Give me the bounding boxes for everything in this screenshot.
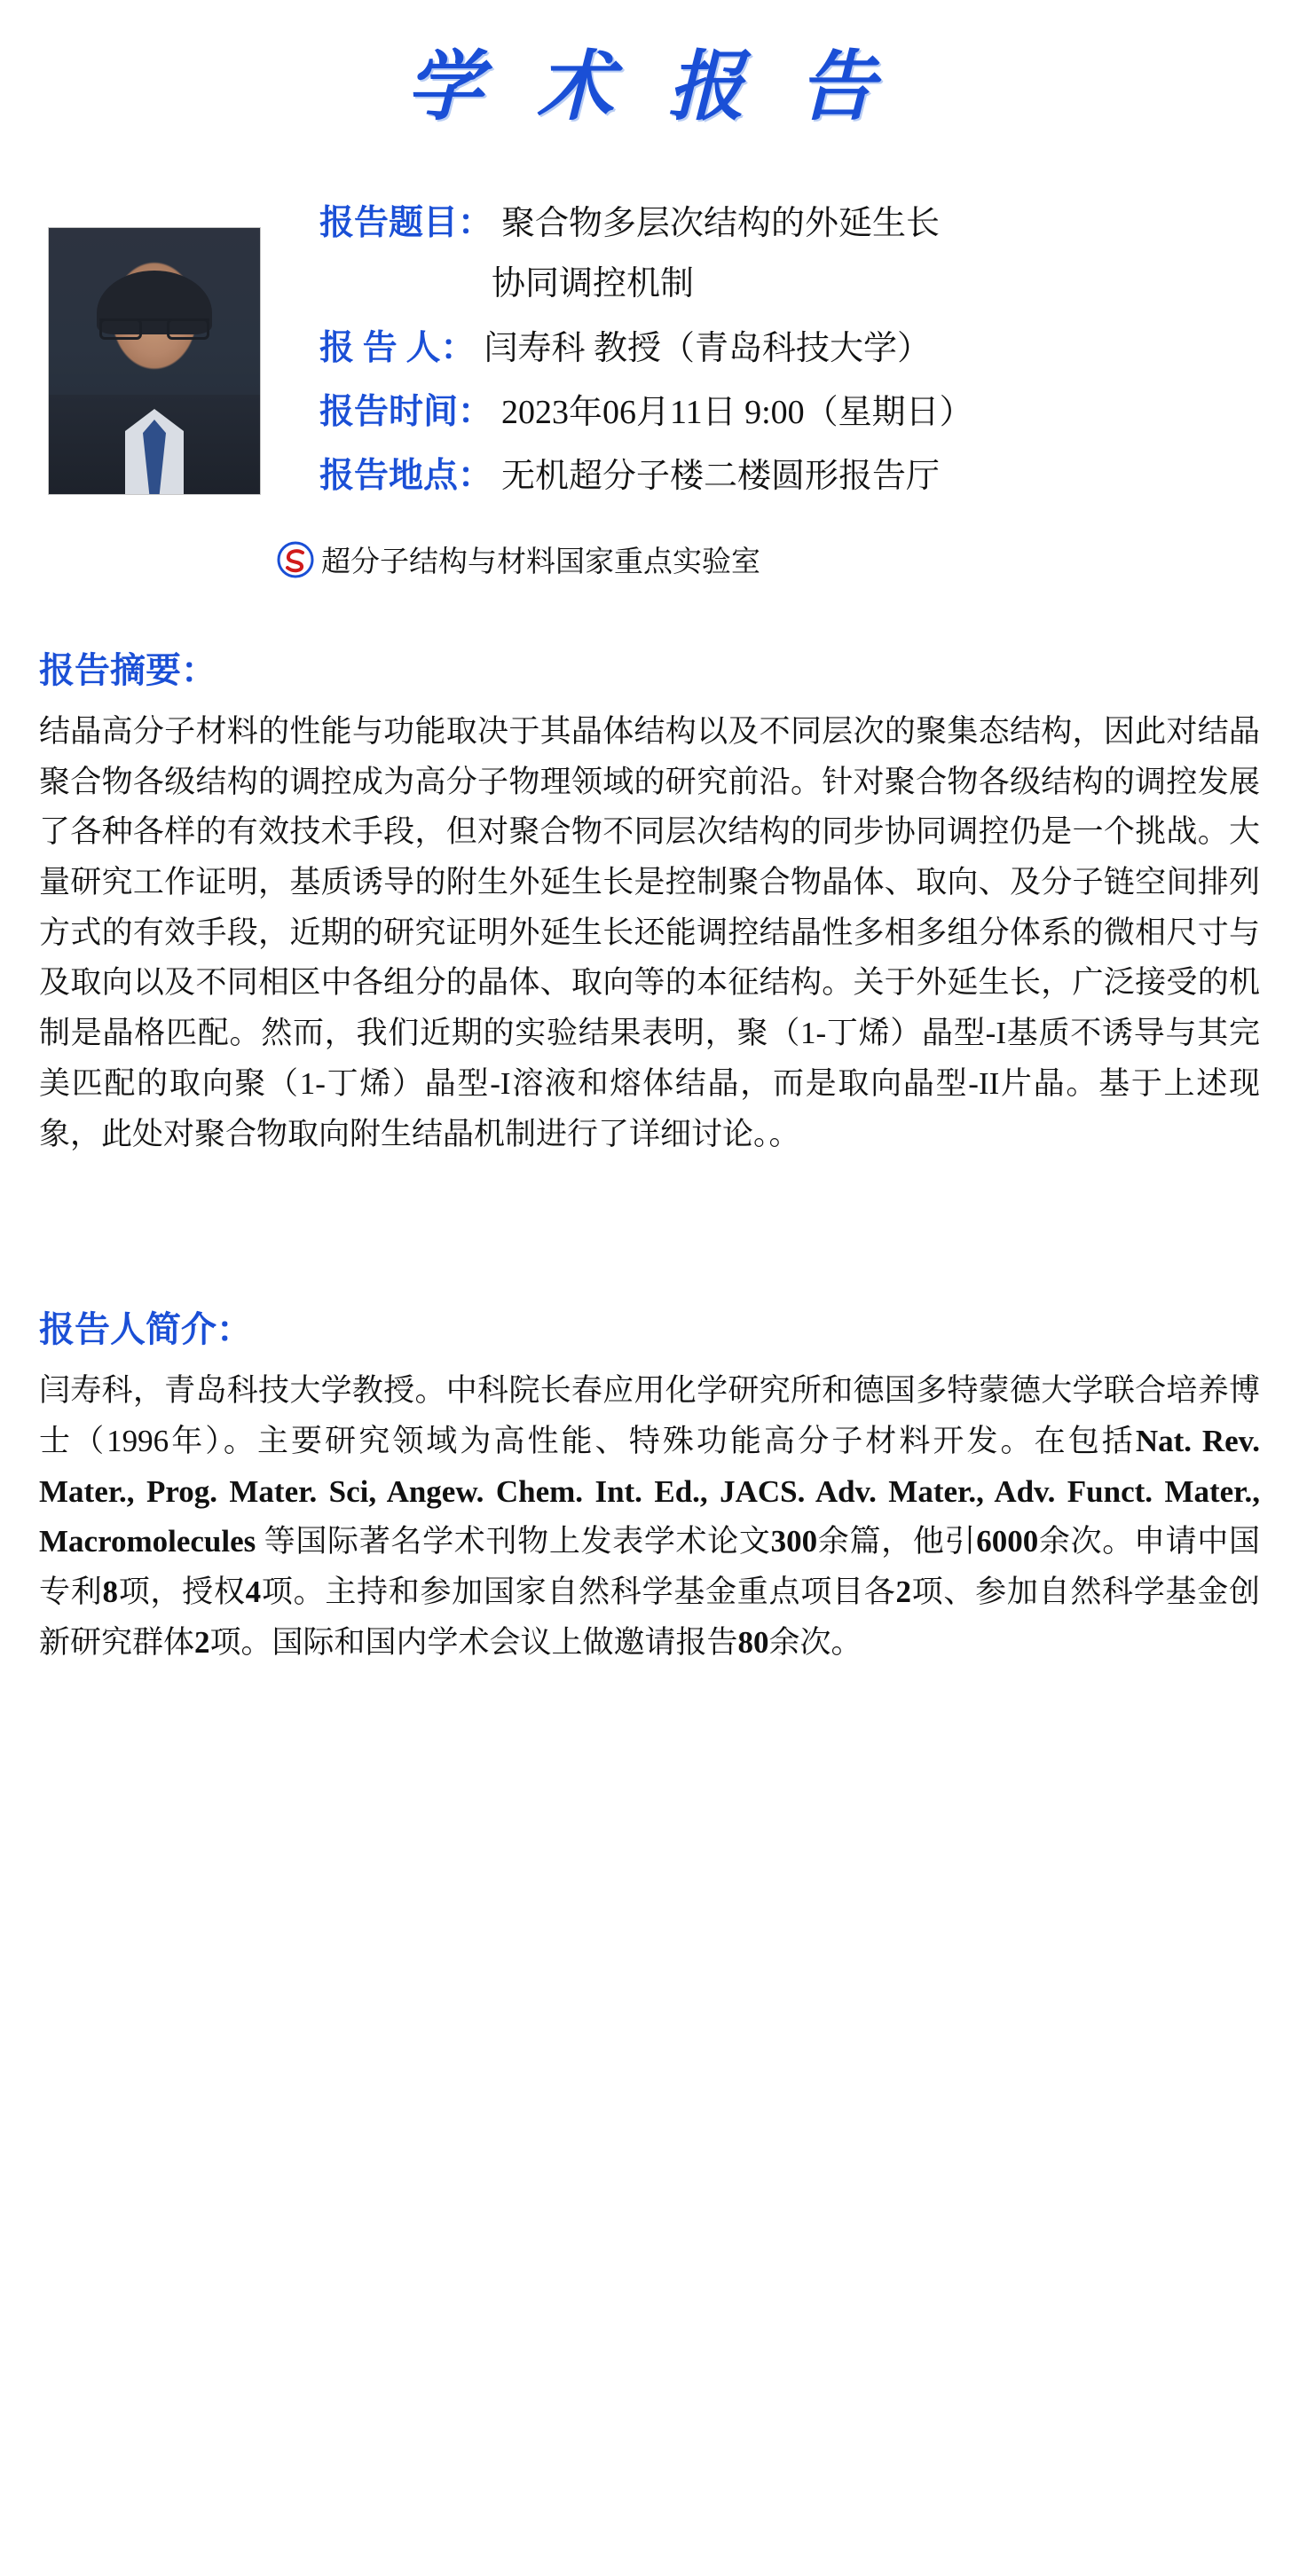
speaker-photo xyxy=(48,227,261,495)
bio-journals: Nat. Rev. Mater., Prog. Mater. Sci, Angew. Chem. Int. Ed., JACS. Adv. Mater., Adv. Funct. Mater., Macromolecules xyxy=(39,1423,1260,1559)
bio-text-part3: 余篇，他引 xyxy=(817,1524,977,1559)
speaker-label: 报 告 人： xyxy=(319,329,476,367)
topic-label: 报告题目： xyxy=(319,204,493,242)
bio-text-part2: 等国际著名学术刊物上发表学术论文 xyxy=(256,1524,771,1559)
bio-invited-talks: 80 xyxy=(737,1624,769,1660)
bio-heading: 报告人简介： xyxy=(39,1309,252,1350)
place-label: 报告地点： xyxy=(319,457,493,495)
bio-patents-granted: 4 xyxy=(245,1574,262,1609)
bio-text-part5: 项，授权 xyxy=(117,1574,246,1609)
bio-text-part8: 项。国际和国内学术会议上做邀请报告 xyxy=(209,1624,738,1660)
lab-name: 超分子结构与材料国家重点实验室 xyxy=(321,546,760,578)
bio-papers-count: 300 xyxy=(770,1524,818,1559)
speaker-info-block xyxy=(39,151,1260,512)
speaker-value: 闫寿科 教授（青岛科技大学） xyxy=(484,330,932,367)
bio-patents-applied: 8 xyxy=(102,1574,118,1609)
speaker-row xyxy=(319,320,1260,370)
abstract-text: 结晶高分子材料的性能与功能取决于其晶体结构以及不同层次的聚集态结构，因此对结晶聚合物各级结构的调控成为高分子物理领域的研究前沿。针对聚合物各级结构的调控发展了各种各样的有效技术手段，但对聚合物不同层次结构的同步协同调控仍是一个挑战。大量研究工作证明，基质诱导的附生外延生长是控制聚合物晶体、取向、及分子链空间排列方式的有效手段，近期的研究证明外延生长还能调控结晶性多相多组分体系的微相尺寸与及取向以及不同相区中各组分的晶体、取向等的本征结构。关于外延生长，广泛接受的机制是晶格匹配。然而，我们近期的实验结果表明，聚（1-丁烯）晶型-I基质不诱导与其完美匹配的取向聚（1-丁烯）晶型-I溶液和熔体结晶，而是取向晶型-II片晶。基于上述现象，此处对聚合物取向附生结晶机制进行了详细讨论。。 xyxy=(39,714,1260,1151)
bio-citations-count: 6000 xyxy=(976,1524,1039,1559)
bio-key-projects: 2 xyxy=(895,1574,911,1609)
lab-line xyxy=(277,538,1260,580)
bio-text-part1: 闫寿科，青岛科技大学教授。中科院长春应用化学研究所和德国多特蒙德大学联合培养博士（1996年）。主要研究领域为高性能、特殊功能高分子材料开发。在包括 xyxy=(39,1373,1260,1458)
bio-text-part6: 项。主持和参加国家自然科学基金重点项目各 xyxy=(261,1574,896,1609)
topic-row xyxy=(319,195,1260,245)
title-area xyxy=(39,0,1260,151)
abstract-section xyxy=(39,642,1260,1159)
place-value: 无机超分子楼二楼圆形报告厅 xyxy=(501,458,941,495)
topic-value-line2: 协同调控机制 xyxy=(492,265,695,302)
info-lines xyxy=(261,163,1260,512)
bio-text-part7: 项、参加自然科学基金创新研究群体 xyxy=(39,1574,1260,1660)
time-value: 2023年06月11日 9:00（星期日） xyxy=(501,394,973,431)
place-row xyxy=(319,448,1260,498)
time-row xyxy=(319,384,1260,434)
abstract-heading: 报告摘要： xyxy=(39,650,216,690)
section-spacer xyxy=(39,1159,1260,1239)
photo-glasses xyxy=(99,318,209,342)
page-title: 学 术 报 告 xyxy=(405,44,894,130)
bio-text-part4: 余次。申请中国专利 xyxy=(39,1524,1260,1609)
bio-text xyxy=(39,1366,1260,1668)
bio-text-part9: 余次。 xyxy=(768,1624,862,1660)
bio-group-projects: 2 xyxy=(194,1624,210,1660)
topic-value: 聚合物多层次结构的外延生长 xyxy=(501,205,941,242)
lab-logo-icon xyxy=(277,541,314,578)
bio-section xyxy=(39,1301,1260,1668)
time-label: 报告时间： xyxy=(319,393,493,431)
